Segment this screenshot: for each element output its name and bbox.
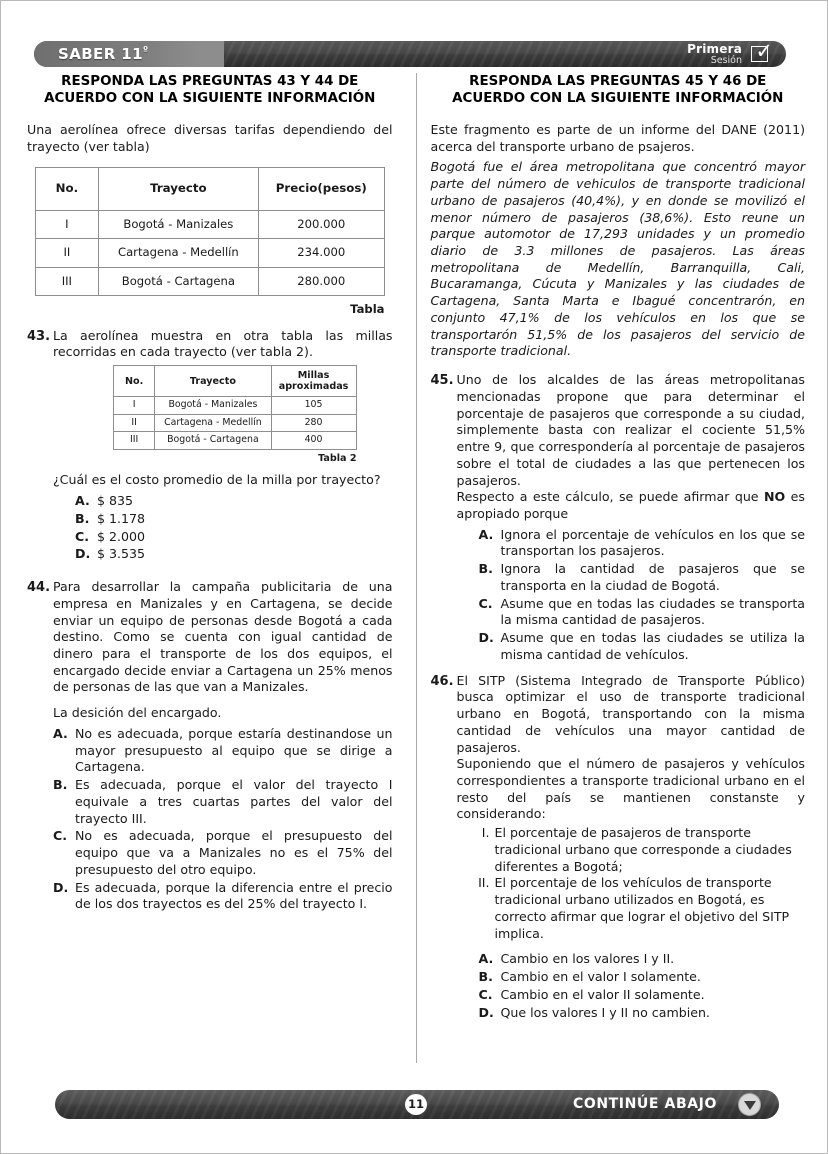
option-c-letter: C. [478, 986, 493, 1002]
session-indicator [687, 43, 742, 66]
question-43-number: 43. [27, 328, 51, 344]
option-a[interactable] [53, 726, 393, 776]
question-46-options [479, 951, 806, 1021]
table-1-wrapper [35, 167, 385, 296]
right-intro-paragraph: Este fragmento es parte de un informe del DANE (2011) acerca del transporte urbano de psajeros. [430, 121, 805, 154]
option-a-text: No es adecuada, porque estaría destinandose un mayor presupuesto al equipo que se dirige a Cartagena. [75, 725, 393, 775]
option-d[interactable] [479, 1005, 806, 1022]
question-43 [27, 328, 393, 563]
table1-header-precio: Precio(pesos) [259, 168, 384, 211]
page-number-badge: 11 [405, 1094, 427, 1115]
roman-item-ii-number: II. [478, 875, 490, 891]
column-divider [416, 73, 417, 1063]
question-45-number: 45. [430, 373, 454, 389]
option-b[interactable] [53, 777, 393, 827]
table1-r0-c0: I [36, 211, 99, 239]
exam-title-text: SABER 11 [58, 45, 143, 63]
option-c-text: No es adecuada, porque el presupuesto del equipo que va a Manizales no es el 75% del presupuesto del otro equipo. [75, 828, 393, 877]
question-43-prompt: ¿Cuál es el costo promedio de la milla por trayecto? [53, 472, 381, 488]
table-row [114, 432, 357, 450]
table1-r2-c1: Bogotá - Cartagena [98, 267, 258, 295]
option-c[interactable] [479, 596, 806, 629]
option-a[interactable] [479, 951, 806, 968]
option-a-letter: A. [478, 951, 494, 967]
table-row [36, 239, 385, 267]
option-c[interactable] [479, 987, 806, 1004]
table-2-wrapper [113, 365, 357, 450]
roman-item-ii-text: El porcentaje de los vehículos de transporte tradicional urbano utilizados en Bogotá, es correcto afirmar que lograr el objetivo del SITP implica. [494, 875, 790, 941]
fares-table [35, 167, 385, 296]
question-44-stem-2: La desición del encargado. [53, 705, 222, 721]
miles-table [113, 365, 357, 450]
table2-r0-c0: I [114, 397, 155, 415]
option-b-letter: B. [53, 777, 68, 793]
roman-item-i-number: I. [481, 825, 490, 841]
option-b-letter: B. [75, 510, 90, 526]
question-45 [431, 372, 806, 663]
option-b[interactable] [479, 561, 806, 594]
question-45-stem-2 [457, 489, 806, 522]
question-46-body [457, 673, 806, 1022]
option-d[interactable] [479, 630, 806, 663]
option-a[interactable] [479, 527, 806, 560]
left-column [27, 73, 407, 1063]
table2-header-trayecto: Trayecto [155, 366, 271, 397]
option-a-text: Cambio en los valores I y II. [500, 951, 675, 967]
exam-footer-bar [55, 1090, 779, 1119]
page-columns [27, 73, 805, 1063]
option-b[interactable] [479, 969, 806, 986]
option-c-text: Cambio en el valor II solamente. [500, 986, 705, 1002]
option-b-letter: B. [478, 561, 493, 577]
right-column [426, 73, 806, 1063]
question-44 [27, 579, 393, 913]
question-46-stem: El SITP (Sistema Integrado de Transporte Público) busca optimizar el uso de transporte tradicional urbano en Bogotá, transportando con la misma cantidad de vehículos una mayor cantidad de pasajeros. [456, 672, 805, 755]
option-c-letter: C. [75, 528, 90, 544]
table1-r1-c0: II [36, 239, 99, 267]
roman-item-i-text: El porcentaje de pasajeros de transporte tradicional urbano que corresponde a ciudades diferentes a Bogotá; [494, 825, 792, 874]
table1-header-trayecto: Trayecto [98, 168, 258, 211]
question-45-stem-2-suffix: es apropiado porque [456, 489, 805, 521]
question-46-number: 46. [430, 673, 454, 689]
option-d[interactable] [53, 880, 393, 913]
question-46-roman-list [471, 825, 806, 942]
chevron-down-glyph [744, 1101, 756, 1110]
option-b-text: Es adecuada, porque el valor del trayecto I equivale a tres cuartas partes del valor del trayecto III. [75, 777, 393, 826]
table2-r2-c0: III [114, 432, 155, 450]
option-a-letter: A. [75, 493, 90, 509]
table2-r1-c1: Cartagena - Medellín [155, 414, 271, 432]
right-section-heading: RESPONDA LAS PREGUNTAS 45 Y 46 DE ACUERDO CON LA SIGUIENTE INFORMACIÓN [452, 74, 784, 107]
question-46-stem-2: Suponiendo que el número de pasajeros y vehículos correspondientes a transporte tradicional urbano en el resto del país se mantienen constanste y considerando: [456, 756, 805, 822]
exam-header-bar [34, 41, 786, 67]
chevron-down-circle-icon [738, 1093, 761, 1116]
table2-header-millas: Millas aproximadas [271, 366, 356, 397]
table1-r0-c2: 200.000 [259, 211, 384, 239]
table-header-row [114, 366, 357, 397]
option-a[interactable] [75, 493, 393, 510]
table-header-row [36, 168, 385, 211]
table-2-caption: Tabla 2 [318, 452, 357, 464]
table-1-caption: Tabla [350, 302, 385, 317]
option-d-text: $ 3.535 [97, 546, 146, 562]
continue-label: CONTINÚE ABAJO [572, 1096, 717, 1112]
option-d-text: Que los valores I y II no cambien. [500, 1004, 710, 1020]
table1-r2-c0: III [36, 267, 99, 295]
option-d-text: Asume que en todas las ciudades se utiliza la misma cantidad de vehículos. [500, 630, 805, 662]
option-b-text: Cambio en el valor I solamente. [500, 969, 701, 985]
option-b-text: $ 1.178 [97, 510, 146, 526]
table2-r1-c2: 280 [271, 414, 356, 432]
question-45-stem: Uno de los alcaldes de las áreas metropolitanas mencionadas propone que para determinar el porcentaje de pasajeros que corresponde a su ciudad, simplemente basta con realizar el cociente 51,5% entre 9, que correspondería al porcentaje de pasajeros sobre el total de ciudades a las que pertenecen los pasajeros. [456, 372, 805, 488]
option-d-letter: D. [478, 630, 494, 646]
question-44-stem: Para desarrollar la campaña publicitaria de una empresa en Manizales y en Cartagena, se decide enviar un equipo de personas desde Bogotá a cada destino. Como se cuenta con igual cantidad de dinero para el transporte de los dos equipos, el encargado decide enviar a Cartagena un 25% menos de personas de las que van a Manizales. [53, 579, 393, 695]
table1-r1-c1: Cartagena - Medellín [98, 239, 258, 267]
option-b[interactable] [75, 511, 393, 528]
option-a-letter: A. [53, 725, 68, 741]
question-44-number: 44. [27, 580, 51, 596]
table1-header-no: No. [36, 168, 99, 211]
question-45-negation: NO [763, 489, 786, 505]
exam-title-superscript: º [142, 46, 149, 56]
table2-r2-c1: Bogotá - Cartagena [155, 432, 271, 450]
question-45-body [457, 372, 806, 663]
table2-r0-c1: Bogotá - Manizales [155, 397, 271, 415]
table-row [36, 267, 385, 295]
question-43-body [53, 328, 393, 563]
option-c-letter: C. [478, 595, 493, 611]
question-44-options [53, 726, 393, 913]
session-word: Sesión [710, 55, 742, 66]
table2-r0-c2: 105 [271, 397, 356, 415]
table2-header-no: No. [114, 366, 155, 397]
option-b-text: Ignora la cantidad de pasajeros que se transporta en la ciudad de Bogotá. [500, 561, 805, 593]
option-b-letter: B. [478, 969, 493, 985]
question-43-options [75, 493, 393, 563]
dane-quote: Bogotá fue el área metropolitana que concentró mayor parte del número de vehiculos de transporte tradicional urbano de pasajeros (40,4%), y en donde se movilizó el menor número de pasajeros (38,6%). Esto reune un parque automotor de 17,293 unidades y un promedio diario de 3.3 millones de pasajeros. Las áreas metropolitana de Medellín, Barranquilla, Cali, Bucaramanga, Cúcuta y Manizales y las ciudades de Cartagena, Santa Marta e Ibagué concentrarón, en conjunto 47,1% de los vehículos en los que se transportarón 51,5% de los pasajeros del servicio de transporte tradicional. [430, 159, 805, 359]
option-c-letter: C. [53, 828, 68, 844]
table-row [114, 397, 357, 415]
table2-r1-c0: II [114, 414, 155, 432]
option-c[interactable] [75, 529, 393, 546]
question-43-stem: La aerolínea muestra en otra tabla las millas recorridas en cada trayecto (ver tabla 2). [53, 327, 393, 360]
question-44-body [53, 579, 393, 913]
table2-r2-c2: 400 [271, 432, 356, 450]
left-section-heading: RESPONDA LAS PREGUNTAS 43 Y 44 DE ACUERDO CON LA SIGUIENTE INFORMACIÓN [44, 74, 376, 107]
option-a-letter: A. [478, 526, 494, 542]
question-45-stem-2-prefix: Respecto a este cálculo, se puede afirmar que [456, 489, 764, 505]
option-d-letter: D. [75, 546, 91, 562]
table1-r1-c2: 234.000 [259, 239, 384, 267]
option-d-letter: D. [53, 879, 69, 895]
left-intro-paragraph: Una aerolínea ofrece diversas tarifas dependiendo del trayecto (ver tabla) [27, 121, 393, 154]
option-a-text: $ 835 [97, 493, 134, 509]
checkmark-glyph: ✓ [755, 39, 773, 63]
table-row [36, 211, 385, 239]
question-45-options [479, 527, 806, 664]
question-46 [431, 673, 806, 1022]
option-d-letter: D. [478, 1004, 494, 1020]
option-a-text: Ignora el porcentaje de vehículos en los que se transportan los pasajeros. [500, 526, 805, 559]
option-d-text: Es adecuada, porque la diferencia entre el precio de los dos trayectos es del 25% del trayecto I. [75, 879, 393, 912]
roman-item-ii [471, 875, 806, 942]
exam-title [58, 45, 148, 63]
session-ordinal: Primera [687, 42, 742, 56]
option-c-text: $ 2.000 [97, 528, 146, 544]
option-d[interactable] [75, 546, 393, 563]
table1-r2-c2: 280.000 [259, 267, 384, 295]
roman-item-i [471, 825, 806, 875]
table1-r0-c1: Bogotá - Manizales [98, 211, 258, 239]
table-row [114, 414, 357, 432]
option-c-text: Asume que en todas las ciudades se transporta la misma cantidad de pasajeros. [500, 595, 805, 628]
option-c[interactable] [53, 828, 393, 878]
